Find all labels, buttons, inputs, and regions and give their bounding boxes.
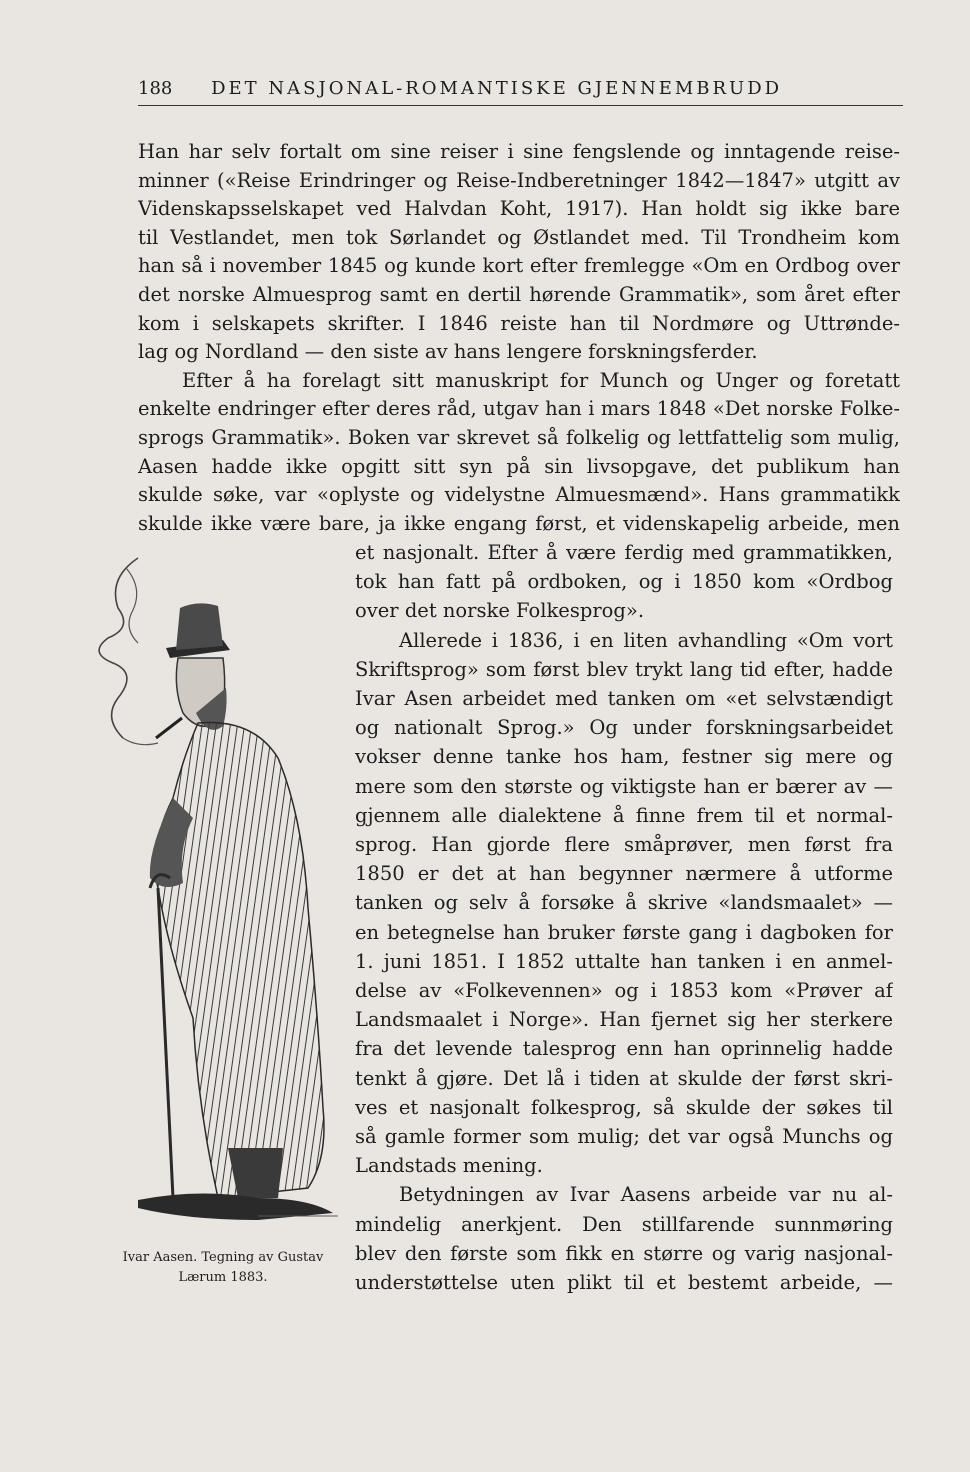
caption-line: Lærum 1883. — [178, 1270, 268, 1285]
text-line: Efter å ha forelagt sitt manuskript for Munch og Unger og foretatt — [182, 368, 900, 392]
text-line: skulde ikke være bare, ja ikke engang først, et videnskapelig arbeide, men — [138, 511, 900, 535]
text-line: tok han fatt på ordboken, og i 1850 kom «Ordbog — [355, 570, 893, 594]
text-line: understøttelse uten plikt til et bestemt arbeide, — — [355, 1271, 893, 1295]
page-number: 188 — [138, 78, 173, 99]
text-line: vokser denne tanke hos ham, festner sig mere og — [355, 745, 893, 769]
text-line: enkelte endringer efter deres råd, utgav han i mars 1848 «Det norske Folke- — [138, 397, 900, 421]
text-line: Videnskapsselskapet ved Halvdan Koht, 1917). Han holdt sig ikke bare — [138, 197, 900, 221]
text-line: Aasen hadde ikke opgitt sitt syn på sin livsopgave, det publikum han — [138, 454, 900, 478]
text-line: Allerede i 1836, i en liten avhandling «Om vort — [399, 628, 893, 652]
text-line: Han har selv fortalt om sine reiser i sine fengslende og inntagende reise- — [138, 140, 900, 163]
text-line: skulde søke, var «oplyste og videlystne Almuesmænd». Hans grammatikk — [138, 483, 900, 507]
text-line: fra det levende talesprog enn han oprinnelig hadde — [355, 1037, 893, 1061]
body-text-side — [355, 538, 893, 1297]
text-line: Betydningen av Ivar Aasens arbeide var nu al- — [399, 1183, 893, 1207]
running-title: DET NASJONAL-ROMANTISKE GJENNEMBRUDD — [211, 78, 783, 99]
text-line: kom i selskapets skrifter. I 1846 reiste han til Nordmøre og Uttrønde- — [138, 311, 900, 335]
figure-caption — [108, 1248, 338, 1288]
text-line: han så i november 1845 og kunde kort efter fremlegge «Om en Ordbog over — [138, 254, 900, 278]
text-line: Ivar Asen arbeidet med tanken om «et selvstændigt — [355, 687, 893, 711]
text-line: blev den første som fikk en større og varig nasjonal- — [355, 1241, 893, 1265]
text-line: sprog. Han gjorde flere småprøver, men først fra — [355, 833, 893, 857]
text-line: og nationalt Sprog.» Og under forskningsarbeidet — [355, 716, 893, 740]
text-line: Skriftsprog» som først blev trykt lang tid efter, hadde — [355, 657, 893, 681]
caption-line: Ivar Aasen. Tegning av Gustav — [122, 1250, 324, 1265]
text-line: til Vestlandet, men tok Sørlandet og Østlandet med. Til Trondheim kom — [138, 225, 900, 249]
portrait-drawing — [78, 548, 348, 1238]
text-line: et nasjonalt. Efter å være ferdig med grammatikken, — [355, 541, 893, 564]
text-line: minner («Reise Erindringer og Reise-Indberetninger 1842—1847» utgitt av — [138, 168, 900, 192]
body-text-top — [138, 138, 900, 538]
text-line: det norske Almuesprog samt en dertil hørende Grammatik», som året efter — [138, 282, 900, 306]
text-line: en betegnelse han bruker første gang i dagboken for — [355, 920, 893, 944]
text-line: mere som den største og viktigste han er bærer av — — [355, 774, 893, 798]
text-line: Landsmaalet i Norge». Han fjernet sig her sterkere — [355, 1008, 893, 1032]
text-line: mindelig anerkjent. Den stillfarende sunnmøring — [355, 1212, 893, 1236]
text-line: tenkt å gjøre. Det lå i tiden at skulde der først skri- — [355, 1066, 893, 1090]
text-line: tanken og selv å forsøke å skrive «landsmaalet» — — [355, 891, 893, 915]
text-line: gjennem alle dialektene å finne frem til et normal- — [355, 803, 893, 827]
text-line: 1850 er det at han begynner nærmere å utforme — [355, 862, 893, 886]
text-line: over det norske Folkesprog». — [355, 599, 645, 623]
text-line: så gamle former som mulig; det var også Munchs og — [355, 1125, 893, 1149]
text-line: delse av «Folkevennen» og i 1853 kom «Prøver af — [355, 979, 893, 1003]
text-line: sprogs Grammatik». Boken var skrevet så folkelig og lettfattelig som mulig, — [138, 425, 900, 449]
running-header — [138, 78, 903, 106]
text-line: Landstads mening. — [355, 1154, 543, 1178]
text-line: 1. juni 1851. I 1852 uttalte han tanken i en anmel- — [355, 949, 893, 973]
text-line: lag og Nordland — den siste av hans lengere forskningsferder. — [138, 340, 758, 364]
text-line: ves et nasjonalt folkesprog, så skulde der søkes til — [355, 1095, 893, 1119]
